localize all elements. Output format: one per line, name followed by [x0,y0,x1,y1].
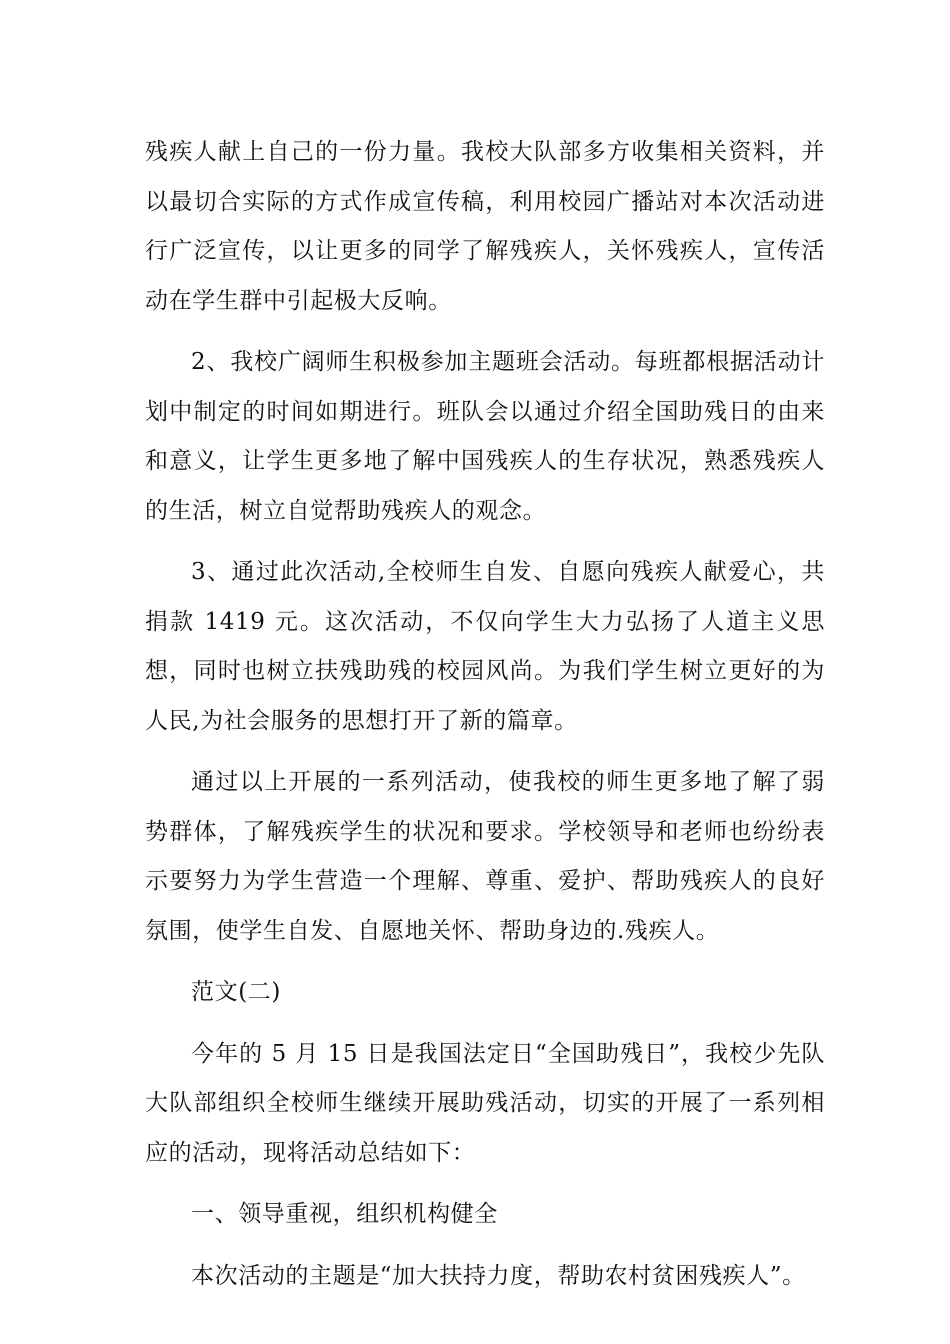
paragraph-theme: 本次活动的主题是“加大扶持力度，帮助农村贫困残疾人”。 [191,1262,806,1289]
document-page [145,128,825,1313]
section-heading-sample-two: 范文(二) [191,979,281,1005]
paragraph-item-3: 3、通过此次活动,全校师生自发、自愿向残疾人献爱心，共捐款 1419 元。这次活动，不仅向学生大力弘扬了人道主义思想，同时也树立扶残助残的校园风尚。为我们学生树立更好的为人民,为社会服务的思想打开了新的篇章。 [145,559,825,734]
paragraph-item-2: 2、我校广阔师生积极参加主题班会活动。每班都根据活动计划中制定的时间如期进行。班队会以通过介绍全国助残日的由来和意义，让学生更多地了解中国残疾人的生存状况，熟悉残疾人的生活，树立自觉帮助残疾人的观念。 [145,349,825,524]
subheading-leadership: 一、领导重视，组织机构健全 [191,1201,498,1227]
paragraph-continuation: 残疾人献上自己的一份力量。我校大队部多方收集相关资料，并以最切合实际的方式作成宣传稿，利用校园广播站对本次活动进行广泛宣传，以让更多的同学了解残疾人，关怀残疾人，宣传活动在学生群中引起极大反响。 [145,139,825,314]
paragraph-summary: 通过以上开展的一系列活动，使我校的师生更多地了解了弱势群体，了解残疾学生的状况和要求。学校领导和老师也纷纷表示要努力为学生营造一个理解、尊重、爱护、帮助残疾人的良好氛围，使学生自发、自愿地关怀、帮助身边的.残疾人。 [145,769,825,944]
paragraph-intro: 今年的 5 月 15 日是我国法定日“全国助残日”，我校少先队大队部组织全校师生继续开展助残活动，切实的开展了一系列相应的活动，现将活动总结如下： [145,1040,825,1166]
